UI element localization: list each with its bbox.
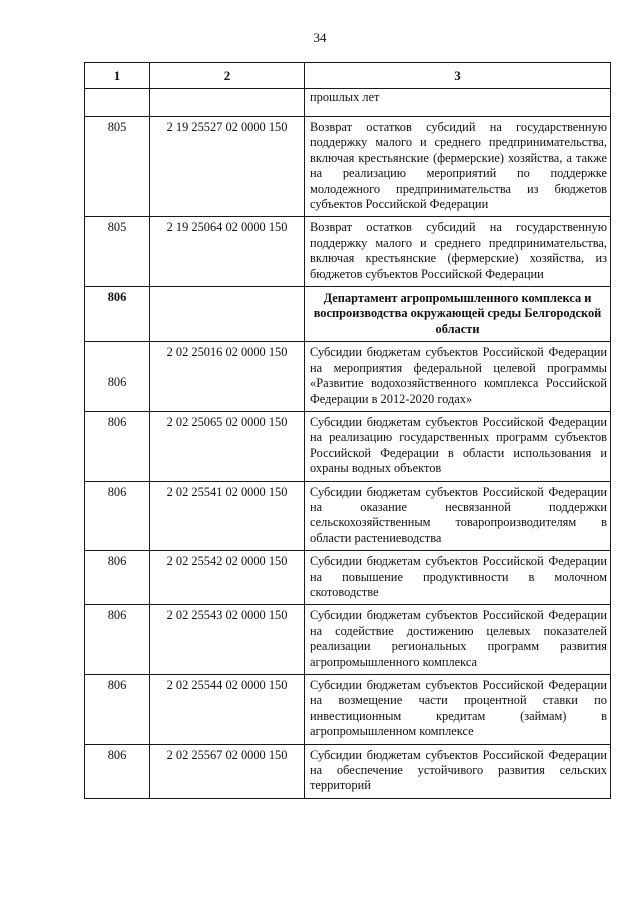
kbk-code-cell: [150, 287, 305, 342]
description-cell: Субсидии бюджетам субъектов Российской Федерации на возмещение части процентной ставки по инвестиционным кредитам (займам) в агропромышленном комплексе: [305, 675, 611, 745]
table-row: [85, 551, 611, 605]
table-row: [85, 481, 611, 551]
column-header-3: 3: [305, 63, 611, 89]
kbk-code-cell: 2 19 25064 02 0000 150: [150, 217, 305, 287]
description-cell: Субсидии бюджетам субъектов Российской Федерации на обеспечение устойчивого развития сельских территорий: [305, 744, 611, 798]
kbk-code-cell: 2 02 25543 02 0000 150: [150, 605, 305, 675]
admin-code-cell: 805: [85, 117, 150, 217]
kbk-code-cell: 2 02 25542 02 0000 150: [150, 551, 305, 605]
description-cell: Возврат остатков субсидий на государственную поддержку малого и среднего предпринимательства, включая крестьянские (фермерские) хозяйства, из бюджетов субъектов Российской Федерации: [305, 217, 611, 287]
admin-code-cell: 806: [85, 675, 150, 745]
table-row: [85, 117, 611, 217]
description-cell: Субсидии бюджетам субъектов Российской Федерации на содействие достижению целевых показателей реализации региональных программ развития агропромышленного комплекса: [305, 605, 611, 675]
budget-classification-table: [84, 62, 611, 799]
description-cell: Возврат остатков субсидий на государственную поддержку малого и среднего предпринимательства, включая крестьянские (фермерские) хозяйства, а также на реализацию мероприятий по поддержке молодежного предпринимательства из бюджетов субъектов Российской Федерации: [305, 117, 611, 217]
table-row: [85, 89, 611, 117]
page-number: 34: [313, 30, 327, 45]
kbk-code-cell: 2 02 25544 02 0000 150: [150, 675, 305, 745]
admin-code-cell: 806: [85, 744, 150, 798]
kbk-code-cell: 2 02 25541 02 0000 150: [150, 481, 305, 551]
admin-code-cell: 806: [85, 551, 150, 605]
department-row: [85, 287, 611, 342]
column-header-2: 2: [150, 63, 305, 89]
description-cell: Субсидии бюджетам субъектов Российской Федерации на мероприятия федеральной целевой программы «Развитие водохозяйственного комплекса Российской Федерации в 2012-2020 годах»: [305, 342, 611, 412]
description-cell: Субсидии бюджетам субъектов Российской Федерации на реализацию государственных программ субъектов Российской Федерации в области использования и охраны водных объектов: [305, 411, 611, 481]
admin-code-cell: [85, 342, 150, 412]
admin-code-text: 806: [107, 375, 127, 390]
kbk-code-cell: 2 19 25527 02 0000 150: [150, 117, 305, 217]
kbk-code-cell: 2 02 25016 02 0000 150: [150, 342, 305, 412]
admin-code-cell: 806: [85, 481, 150, 551]
description-cell: прошлых лет: [305, 89, 611, 117]
admin-code-cell: 806: [85, 605, 150, 675]
table-row: [85, 744, 611, 798]
column-header-1: 1: [85, 63, 150, 89]
table-row: [85, 605, 611, 675]
table-row: [85, 411, 611, 481]
admin-code-cell: [85, 89, 150, 117]
description-cell: Субсидии бюджетам субъектов Российской Федерации на оказание несвязанной поддержки сельскохозяйственным товаропроизводителям в области растениеводства: [305, 481, 611, 551]
kbk-code-cell: 2 02 25065 02 0000 150: [150, 411, 305, 481]
admin-code-cell: 806: [85, 411, 150, 481]
description-cell: Субсидии бюджетам субъектов Российской Федерации на повышение продуктивности в молочном скотоводстве: [305, 551, 611, 605]
table-row: [85, 342, 611, 412]
admin-code-cell: 805: [85, 217, 150, 287]
table-row: [85, 675, 611, 745]
kbk-code-cell: [150, 89, 305, 117]
table-header-row: [85, 63, 611, 89]
kbk-code-cell: 2 02 25567 02 0000 150: [150, 744, 305, 798]
admin-code-cell: 806: [85, 287, 150, 342]
table-row: [85, 217, 611, 287]
department-title-cell: Департамент агропромышленного комплекса и воспроизводства окружающей среды Белгородской области: [305, 287, 611, 342]
